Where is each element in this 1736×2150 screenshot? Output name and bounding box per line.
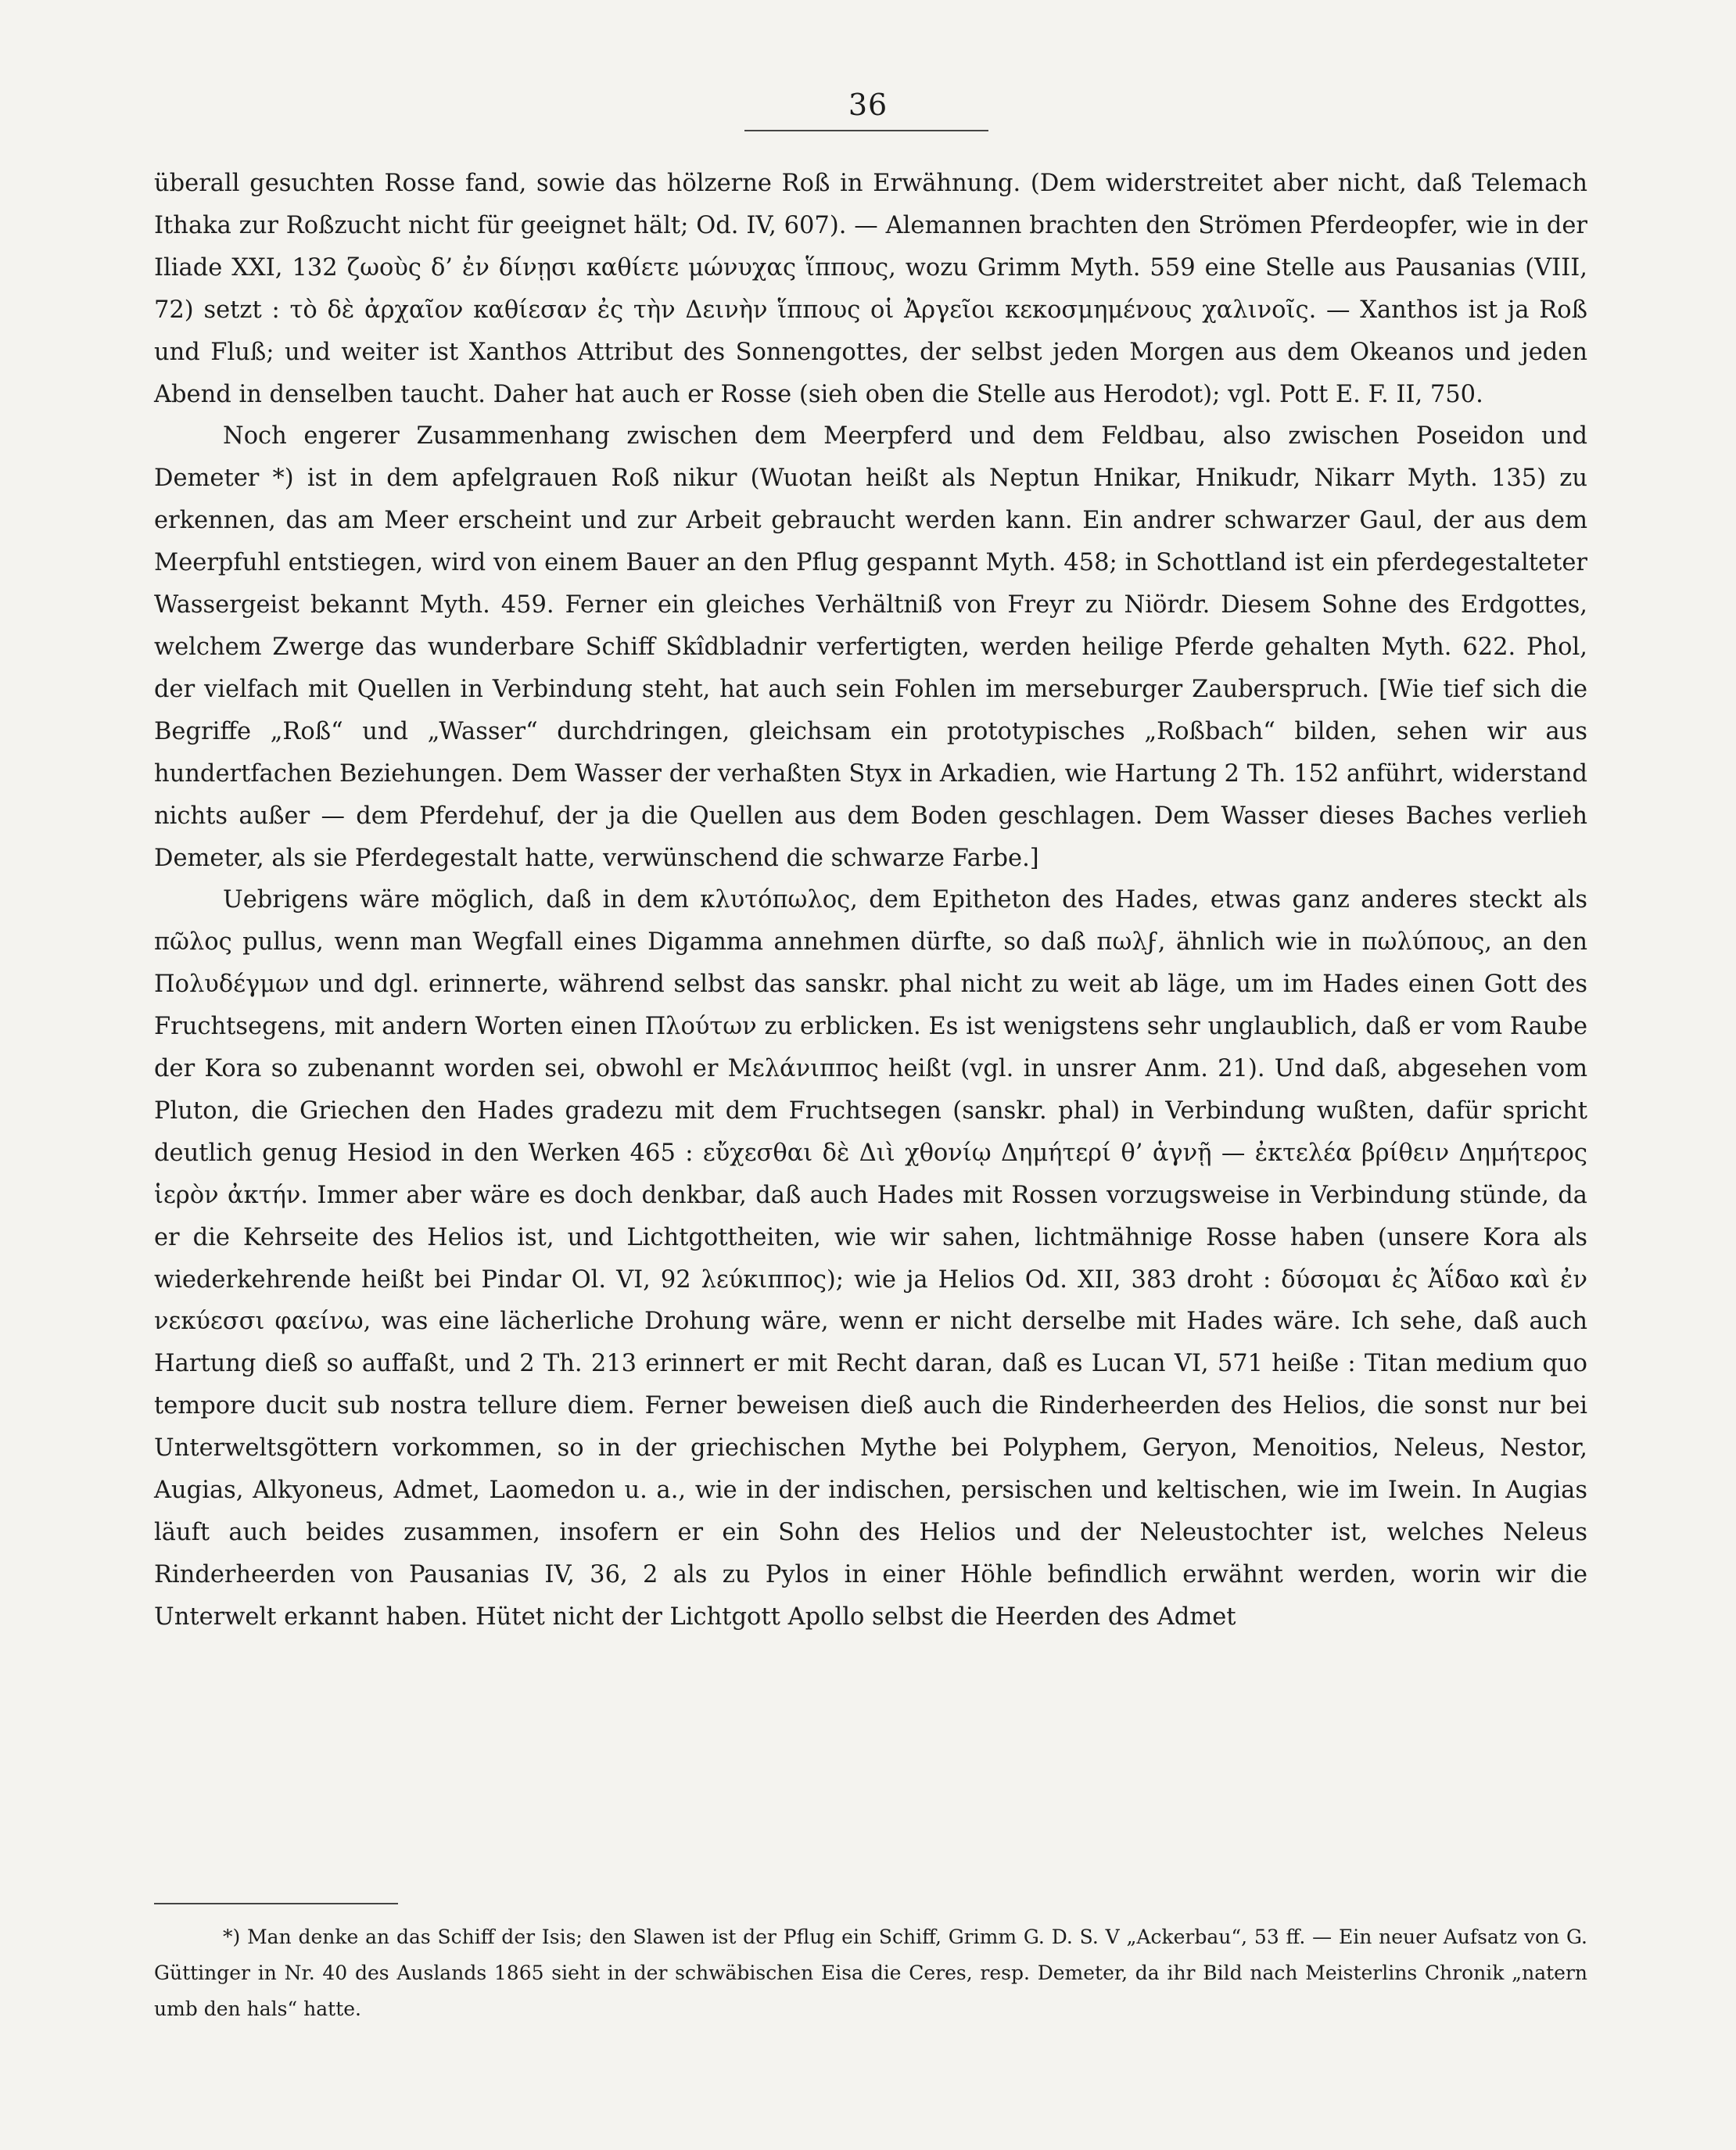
paragraph-2: Noch engerer Zusammenhang zwischen dem Meerpferd und dem Feldbau, also zwischen Poseidon und Demeter *) ist in dem apfelgrauen Roß nikur (Wuotan heißt als Neptun Hnikar, Hnikudr, Nikarr Myth. 135) zu erkennen, das am Meer erscheint und zur Arbeit gebraucht werden kann. Ein andrer schwarzer Gaul, der aus dem Meerpfuhl entstiegen, wird von einem Bauer an den Pflug gespannt Myth. 458; in Schottland ist ein pferdegestalteter Wassergeist bekannt Myth. 459. Ferner ein gleiches Verhältniß von Freyr zu Niördr. Diesem Sohne des Erdgottes, welchem Zwerge das wunderbare Schiff Skîdbladnir verfertigten, werden heilige Pferde gehalten Myth. 622. Phol, der vielfach mit Quellen in Verbindung steht, hat auch sein Fohlen im merseburger Zauberspruch. [Wie tief sich die Begriffe „Roß“ und „Wasser“ durchdringen, gleichsam ein prototypisches „Roßbach“ bilden, sehen wir aus hundertfachen Beziehungen. Dem Wasser der verhaßten Styx in Arkadien, wie Hartung 2 Th. 152 anführt, widerstand nichts außer — dem Pferdehuf, der ja die Quellen aus dem Boden geschlagen. Dem Wasser dieses Baches verlieh Demeter, als sie Pferdegestalt hatte, verwünschend die schwarze Farbe.] xyxy=(154,422,1587,872)
footnote-text: *) Man denke an das Schiff der Isis; den Slawen ist der Pflug ein Schiff, Grimm G. D. S. V „Ackerbau“, 53 ff. — Ein neuer Aufsatz von G. Güttinger in Nr. 40 des Auslands 1865 sieht in der schwäbischen Eisa die Ceres, resp. Demeter, da ihr Bild nach Meisterlins Chronik „natern umb den hals“ hatte. xyxy=(154,1926,1587,2020)
paragraph-1: überall gesuchten Rosse fand, sowie das hölzerne Roß in Erwähnung. (Dem widerstreitet aber nicht, daß Telemach Ithaka zur Roßzucht nicht für geeignet hält; Od. IV, 607). — Alemannen brachten den Strömen Pferdeopfer, wie in der Iliade XXI, 132 ζωοὺς δ’ ἐν δίνῃσι καθίετε μώνυχας ἵππους, wozu Grimm Myth. 559 eine Stelle aus Pausanias (VIII, 72) setzt : τὸ δὲ ἀρχαῖον καθίεσαν ἐς τὴν Δεινὴν ἵππους οἱ Ἀργεῖοι κεκοσμημένους χαλινοῖς. — Xanthos ist ja Roß und Fluß; und weiter ist Xanthos Attribut des Sonnengottes, der selbst jeden Morgen aus dem Okeanos und jeden Abend in denselben taucht. Daher hat auch er Rosse (sieh oben die Stelle aus Herodot); vgl. Pott E. F. II, 750. xyxy=(154,170,1587,408)
footnote-rule xyxy=(154,1903,398,1904)
header-rule xyxy=(744,130,988,131)
footnote xyxy=(154,1919,1587,2027)
paragraph-3: Uebrigens wäre möglich, daß in dem κλυτόπωλος, dem Epitheton des Hades, etwas ganz anderes steckt als πῶλος pullus, wenn man Wegfall eines Digamma annehmen dürfte, so daß πωλϝ, ähnlich wie in πωλύπους, an den Πολυδέγμων und dgl. erinnerte, während selbst das sanskr. phal nicht zu weit ab läge, um im Hades einen Gott des Fruchtsegens, mit andern Worten einen Πλούτων zu erblicken. Es ist wenigstens sehr unglaublich, daß er vom Raube der Kora so zubenannt worden sei, obwohl er Μελάνιππος heißt (vgl. in unsrer Anm. 21). Und daß, abgesehen vom Pluton, die Griechen den Hades gradezu mit dem Fruchtsegen (sanskr. phal) in Verbindung wußten, dafür spricht deutlich genug Hesiod in den Werken 465 : εὔχεσθαι δὲ Διὶ χθονίῳ Δημήτερί θ’ ἁγνῇ — ἐκτελέα βρίθειν Δημήτερος ἱερὸν ἀκτήν. Immer aber wäre es doch denkbar, daß auch Hades mit Rossen vorzugsweise in Verbindung stünde, da er die Kehrseite des Helios ist, und Lichtgottheiten, wie wir sahen, lichtmähnige Rosse haben (unsere Kora als wiederkehrende heißt bei Pindar Ol. VI, 92 λεύκιππος); wie ja Helios Od. XII, 383 droht : δύσομαι ἐς Ἀΐδαο καὶ ἐν νεκύεσσι φαείνω, was eine lächerliche Drohung wäre, wenn er nicht derselbe mit Hades wäre. Ich sehe, daß auch Hartung dieß so auffaßt, und 2 Th. 213 erinnert er mit Recht daran, daß es Lucan VI, 571 heiße : Titan medium quo tempore ducit sub nostra tellure diem. Ferner beweisen dieß auch die Rinderheerden des Helios, die sonst nur bei Unterweltsgöttern vorkommen, so in der griechischen Mythe bei Polyphem, Geryon, Menoitios, Neleus, Nestor, Augias, Alkyoneus, Admet, Laomedon u. a., wie in der indischen, persischen und keltischen, wie im Iwein. In Augias läuft auch beides zusammen, insofern er ein Sohn des Helios und der Neleustochter ist, welches Neleus Rinderheerden von Pausanias IV, 36, 2 als zu Pylos in einer Höhle befindlich erwähnt werden, worin wir die Unterwelt erkannt haben. Hütet nicht der Lichtgott Apollo selbst die Heerden des Admet xyxy=(154,886,1587,1631)
page-number: 36 xyxy=(848,88,888,122)
main-text xyxy=(154,163,1587,1639)
